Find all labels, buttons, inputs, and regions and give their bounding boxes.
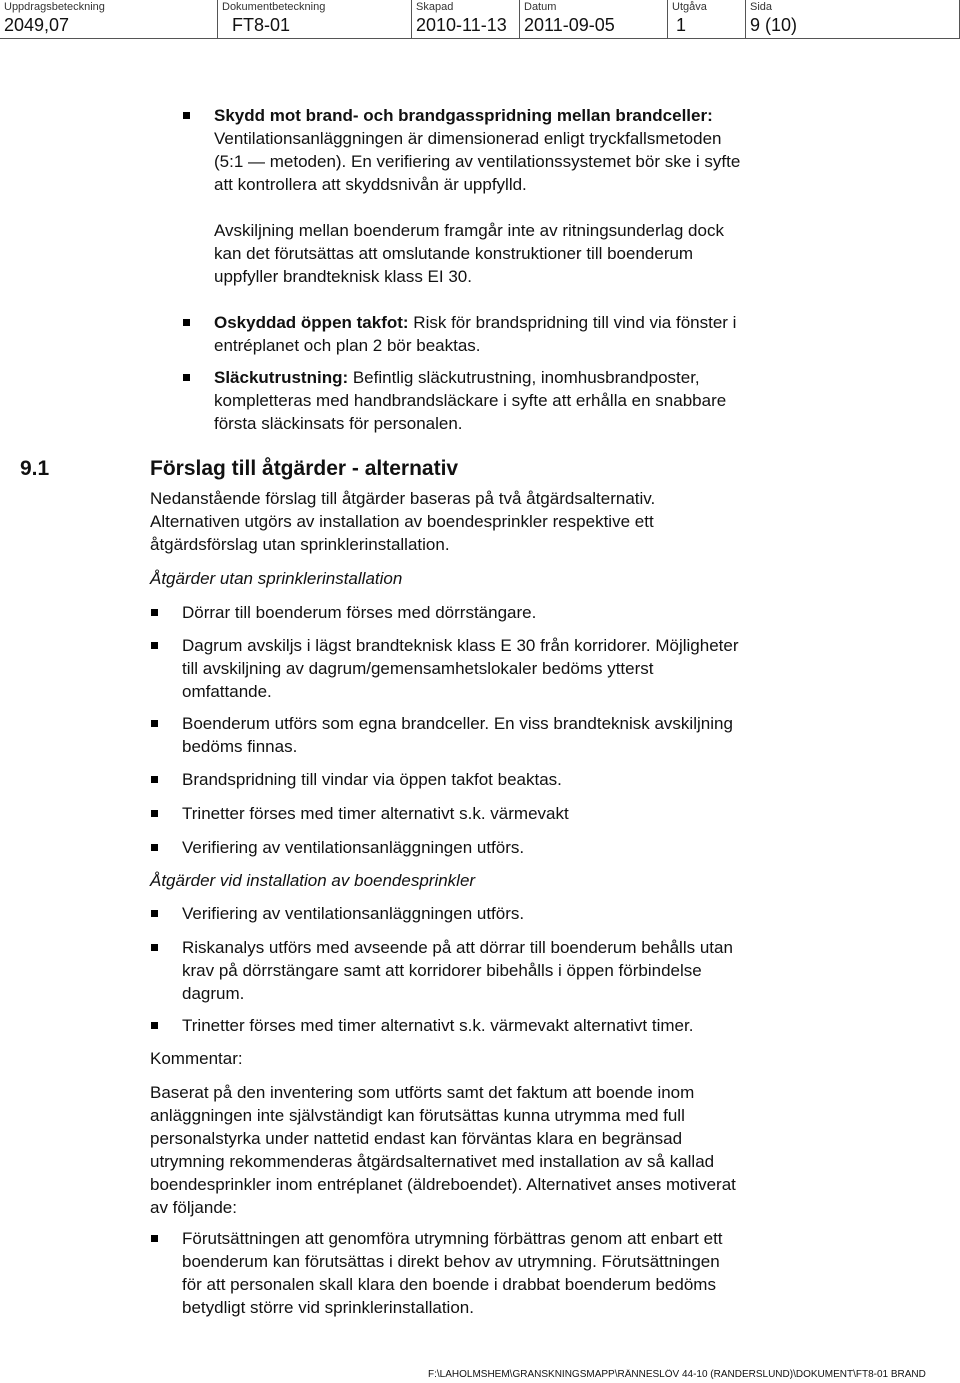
- header-label: Uppdragsbeteckning: [4, 1, 105, 13]
- bullet-title: Oskyddad öppen takfot:: [214, 313, 409, 332]
- bullet-line: (5:1 — metoden). En verifiering av ventilationssystemet bör ske i syfte: [214, 152, 741, 171]
- section-number: 9.1: [20, 457, 50, 480]
- comment-paragraph: [150, 1081, 940, 1219]
- item-line: Boenderum utförs som egna brandceller. En viss brandteknisk avskiljning: [182, 714, 733, 733]
- subheading-alt1: Åtgärder utan sprinklerinstallation: [150, 569, 403, 588]
- list-item: [182, 1014, 942, 1037]
- paragraph-line: Alternativen utgörs av installation av boendesprinkler respektive ett: [150, 512, 654, 531]
- item-line: Trinetter förses med timer alternativt s.k. värmevakt: [182, 804, 569, 823]
- section-title: Förslag till åtgärder - alternativ: [150, 457, 459, 480]
- header-label: Dokumentbeteckning: [222, 1, 326, 13]
- item-line: Verifiering av ventilationsanläggningen utförs.: [182, 838, 525, 857]
- paragraph-line: utrymning rekommenderas åtgärdsalternativet med installation av så kallad: [150, 1152, 715, 1171]
- item-line: krav på dörrstängare samt att korridorer bibehålls i öppen förbindelse: [182, 961, 702, 980]
- paragraph-line: anläggningen inte självständigt kan förutsättas kunna utrymma med full: [150, 1106, 685, 1125]
- list-item: [214, 311, 934, 357]
- header-value: 9 (10): [750, 15, 798, 35]
- bullet-title: Släckutrustning:: [214, 368, 349, 387]
- paragraph-line: personalstyrka under nattetid endast kan förväntas klara en begränsad: [150, 1129, 683, 1148]
- document-header: [0, 0, 960, 39]
- list-item: [182, 634, 942, 703]
- paragraph-line: åtgärdsförslag utan sprinklerinstallation.: [150, 535, 450, 554]
- header-cell-uppdrag: [0, 0, 218, 39]
- bullet-line: kompletteras med handbrandsläckare i syfte att erhålla en snabbare: [214, 391, 727, 410]
- section-intro: [150, 487, 930, 556]
- item-line: Dagrum avskiljs i lägst brandteknisk klass E 30 från korridorer. Möjligheter: [182, 636, 739, 655]
- list-item: [182, 712, 942, 758]
- header-cell-utgava: [668, 0, 746, 39]
- bullet-line: första släckinsats för personalen.: [214, 414, 463, 433]
- item-line: boenderum kan förutsättas i direkt behov av utrymning. Förutsättningen: [182, 1252, 720, 1271]
- header-value: FT8-01: [232, 15, 291, 35]
- paragraph-line: Nedanstående förslag till åtgärder baseras på två åtgärdsalternativ.: [150, 489, 656, 508]
- bullet-title: Skydd mot brand- och brandgasspridning mellan brandceller:: [214, 106, 713, 125]
- item-line: Förutsättningen att genomföra utrymning förbättras genom att enbart ett: [182, 1229, 723, 1248]
- bullet-line: Ventilationsanläggningen är dimensionerad enligt tryckfallsmetoden: [214, 129, 722, 148]
- paragraph: [214, 219, 934, 288]
- item-line: Dörrar till boenderum förses med dörrstängare.: [182, 603, 537, 622]
- item-line: dagrum.: [182, 984, 245, 1003]
- comment-heading: Kommentar:: [150, 1049, 243, 1068]
- list-item: [182, 836, 942, 859]
- paragraph-line: av följande:: [150, 1198, 237, 1217]
- list-item: [214, 104, 934, 196]
- header-value: 1: [676, 15, 687, 35]
- paragraph-line: boendesprinkler inom entréplanet (äldreboendet). Alternativet anses motiverat: [150, 1175, 736, 1194]
- list-item: [182, 936, 942, 1005]
- list-item: [214, 366, 934, 435]
- item-line: Verifiering av ventilationsanläggningen utförs.: [182, 904, 525, 923]
- header-value: 2011-09-05: [524, 15, 615, 35]
- bullet-line: att kontrollera att skyddsnivån är uppfylld.: [214, 175, 527, 194]
- paragraph-line: kan det förutsättas att omslutande konstruktioner till boenderum: [214, 244, 694, 263]
- item-line: Brandspridning till vindar via öppen takfot beaktas.: [182, 770, 562, 789]
- item-line: Riskanalys utförs med avseende på att dörrar till boenderum behålls utan: [182, 938, 733, 957]
- item-line: omfattande.: [182, 682, 272, 701]
- list-item: [182, 768, 942, 791]
- paragraph-line: Baserat på den inventering som utförts samt det faktum att boende inom: [150, 1083, 695, 1102]
- header-label: Skapad: [416, 1, 454, 13]
- item-line: bedöms finnas.: [182, 737, 298, 756]
- item-line: för att personalen skall klara den boende i drabbat boenderum bedöms: [182, 1275, 716, 1294]
- header-label: Datum: [524, 1, 557, 13]
- item-line: betydligt större vid sprinklerinstallation.: [182, 1298, 474, 1317]
- header-cell-skapad: [412, 0, 520, 39]
- bullet-line: Risk för brandspridning till vind via fönster i: [408, 313, 737, 332]
- paragraph-line: uppfyller brandteknisk klass EI 30.: [214, 267, 472, 286]
- list-item: [182, 902, 942, 925]
- header-cell-datum: [520, 0, 668, 39]
- subheading-alt2: Åtgärder vid installation av boendesprinkler: [150, 871, 476, 890]
- header-rule: [0, 38, 960, 39]
- item-line: till avskiljning av dagrum/gemensamhetslokaler bedöms ytterst: [182, 659, 654, 678]
- header-value: 2010-11-13: [416, 15, 507, 35]
- bullet-line: Befintlig släckutrustning, inomhusbrandposter,: [348, 368, 700, 387]
- list-item: [182, 1227, 942, 1319]
- header-cell-dokument: [218, 0, 412, 39]
- header-cell-sida: [746, 0, 960, 39]
- footer-file-path: F:\LAHOLMSHEM\GRANSKNINGSMAPP\RÄNNESLÖV 44-10 (RANDERSLUND)\DOKUMENT\FT8-01 BRAND: [428, 1369, 926, 1380]
- header-label: Sida: [750, 1, 773, 13]
- item-line: Trinetter förses med timer alternativt s.k. värmevakt alternativt timer.: [182, 1016, 694, 1035]
- bullet-line: entréplanet och plan 2 bör beaktas.: [214, 336, 481, 355]
- header-value: 2049,07: [4, 15, 70, 35]
- paragraph-line: Avskiljning mellan boenderum framgår inte av ritningsunderlag dock: [214, 221, 724, 240]
- list-item: [182, 802, 942, 825]
- header-label: Utgåva: [672, 1, 707, 13]
- list-item: [182, 601, 942, 624]
